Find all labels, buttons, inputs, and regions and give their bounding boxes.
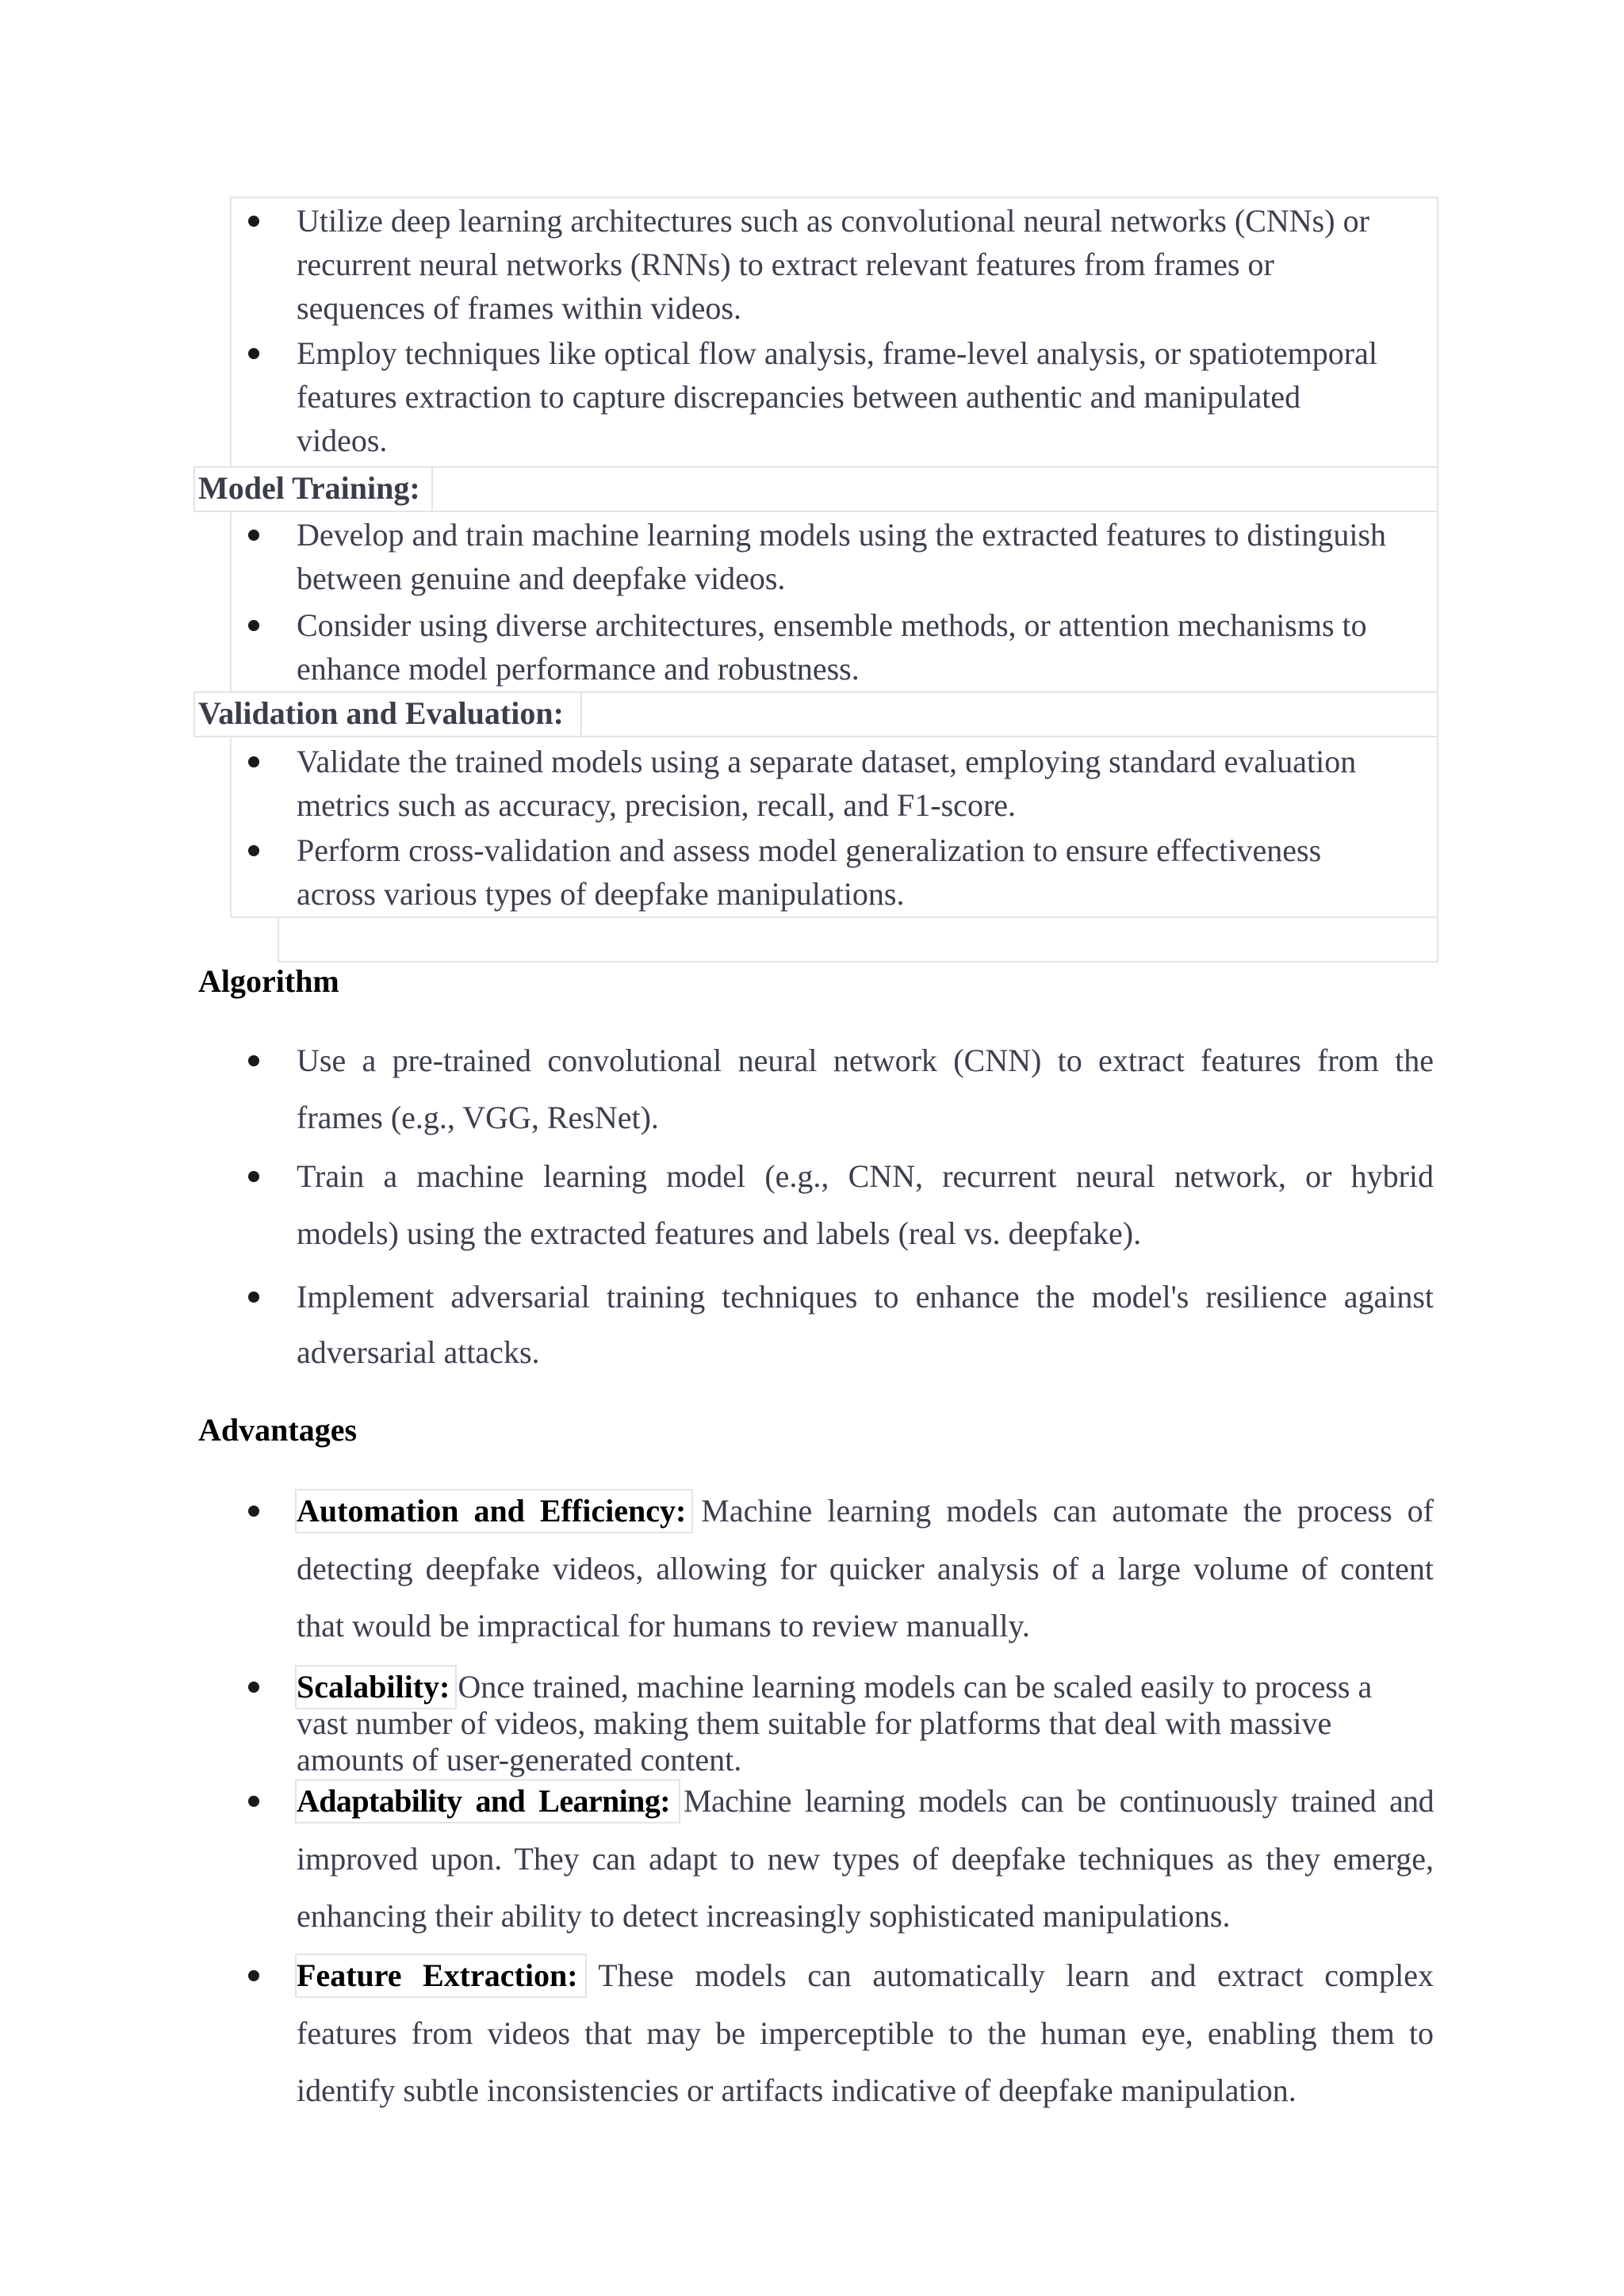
bullet-icon: [248, 1292, 259, 1303]
list-item-line: adversarial attacks.: [297, 1334, 540, 1370]
list-item-line: between genuine and deepfake videos.: [297, 561, 786, 596]
list-item-line: recurrent neural networks (RNNs) to extract relevant features from frames or: [297, 247, 1274, 282]
advantage-text: Machine learning models can be continuously trained and: [684, 1783, 1434, 1819]
advantage-first-line: [297, 1495, 1434, 1527]
list-item-line: frames (e.g., VGG, ResNet).: [297, 1100, 659, 1135]
list-item-line: amounts of user-generated content.: [297, 1742, 742, 1777]
list-item-line: metrics such as accuracy, precision, recall, and F1-score.: [297, 787, 1017, 823]
list-item-line: across various types of deepfake manipulations.: [297, 876, 905, 912]
validation-heading: Validation and Evaluation:: [198, 695, 564, 731]
list-item-line: Train a machine learning model (e.g., CNN, recurrent neural network, or hybrid: [297, 1158, 1434, 1194]
list-item-line: Perform cross-validation and assess model generalization to ensure effectiveness: [297, 832, 1322, 868]
bullet-icon: [248, 1055, 259, 1066]
bullet-icon: [248, 348, 259, 359]
list-item-line: Consider using diverse architectures, ensemble methods, or attention mechanisms to: [297, 607, 1367, 643]
advantage-text: Once trained, machine learning models can be scaled easily to process a: [458, 1669, 1373, 1705]
model-training-heading: Model Training:: [198, 470, 420, 506]
list-item-line: enhancing their ability to detect increasingly sophisticated manipulations.: [297, 1898, 1231, 1934]
list-item-line: videos.: [297, 423, 388, 458]
bullet-icon: [248, 530, 259, 541]
bullet-icon: [248, 1970, 259, 1981]
advantage-text: These models can automatically learn and extract complex: [598, 1957, 1434, 1993]
list-item-line: Use a pre-trained convolutional neural network (CNN) to extract features from the: [297, 1043, 1434, 1078]
list-item-line: improved upon. They can adapt to new types of deepfake techniques as they emerge,: [297, 1841, 1434, 1877]
list-item-line: identify subtle inconsistencies or artifacts indicative of deepfake manipulation.: [297, 2072, 1297, 2108]
advantage-first-line: [297, 1671, 1372, 1703]
advantage-label: Feature Extraction:: [297, 1957, 578, 1993]
list-item-line: Utilize deep learning architectures such as convolutional neural networks (CNNs) or: [297, 203, 1369, 239]
bullet-icon: [248, 216, 259, 227]
list-item-line: Develop and train machine learning models using the extracted features to distinguish: [297, 517, 1387, 553]
bullet-icon: [248, 756, 259, 767]
advantage-first-line: [297, 1957, 1434, 1993]
list-item-line: Implement adversarial training techniques to enhance the model's resilience against: [297, 1279, 1434, 1314]
bullet-icon: [248, 1682, 259, 1693]
list-item-line: sequences of frames within videos.: [297, 290, 741, 326]
list-item-line: vast number of videos, making them suitable for platforms that deal with massive: [297, 1705, 1332, 1741]
list-item-line: Employ techniques like optical flow analysis, frame-level analysis, or spatiotemporal: [297, 335, 1377, 371]
advantages-heading: Advantages: [198, 1412, 358, 1448]
bullet-icon: [248, 1506, 259, 1517]
list-item-line: features extraction to capture discrepancies between authentic and manipulated: [297, 379, 1301, 415]
list-item-line: enhance model performance and robustness.: [297, 651, 860, 687]
bullet-icon: [248, 1171, 259, 1182]
list-item-line: features from videos that may be imperceptible to the human eye, enabling them to: [297, 2015, 1434, 2051]
list-item-line: Validate the trained models using a separate dataset, employing standard evaluation: [297, 744, 1357, 779]
bullet-icon: [248, 620, 259, 631]
empty-box: [278, 916, 1438, 962]
advantage-label: Adaptability and Learning:: [297, 1783, 670, 1819]
algorithm-heading: Algorithm: [198, 963, 339, 999]
bullet-icon: [248, 845, 259, 856]
bullet-icon: [248, 1796, 259, 1807]
list-item-line: models) using the extracted features and labels (real vs. deepfake).: [297, 1215, 1142, 1251]
list-item-line: that would be impractical for humans to review manually.: [297, 1608, 1030, 1644]
advantage-text: Machine learning models can automate the process of: [701, 1493, 1434, 1529]
advantage-label: Automation and Efficiency:: [297, 1493, 687, 1529]
advantage-label: Scalability:: [297, 1669, 450, 1705]
list-item-line: detecting deepfake videos, allowing for quicker analysis of a large volume of content: [297, 1551, 1434, 1586]
advantage-first-line: [297, 1785, 1434, 1817]
